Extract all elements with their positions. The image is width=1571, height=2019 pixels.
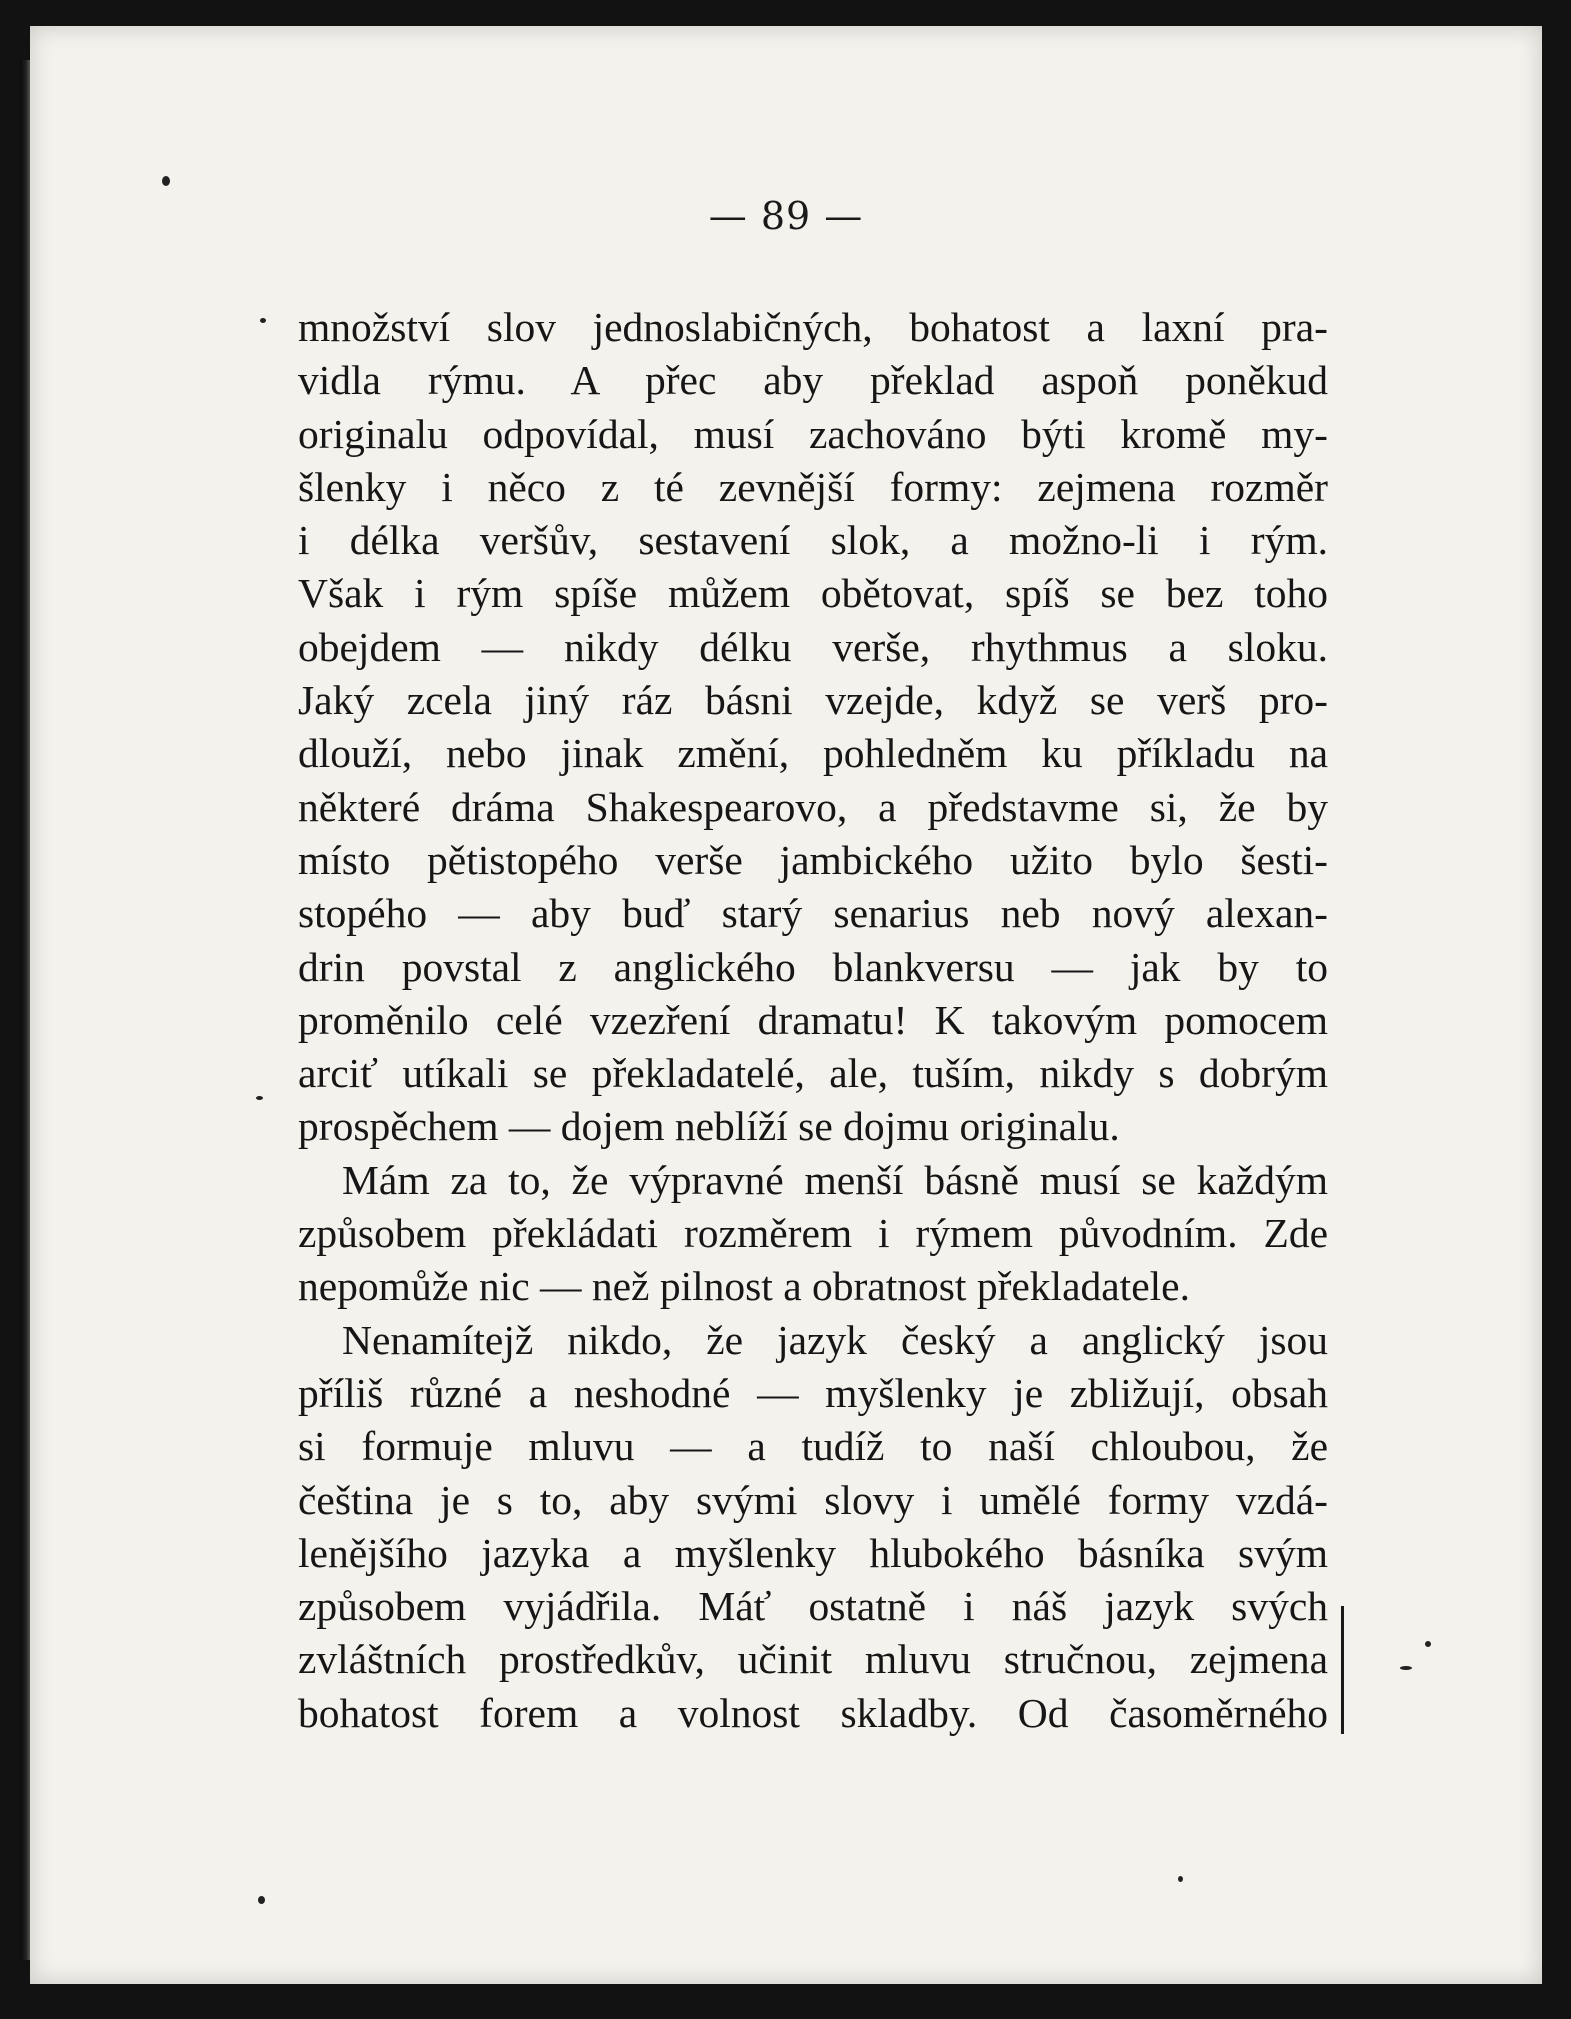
text-line: způsobem překládati rozměrem i rýmem původním. Zde xyxy=(298,1210,1328,1257)
text-line: drin povstal z anglického blankversu — jak by to xyxy=(298,943,1328,990)
text-line: vidla rýmu. A přec aby překlad aspoň poněkud xyxy=(298,357,1328,404)
text-line: obejdem — nikdy délku verše, rhythmus a sloku. xyxy=(298,623,1328,670)
text-line: si formuje mluvu — a tudíž to naší chloubou, že xyxy=(298,1423,1328,1470)
text-line: lenějšího jazyka a myšlenky hlubokého básníka svým xyxy=(298,1529,1328,1576)
book-spine-shadow xyxy=(20,60,30,1960)
text-line: šlenky i něco z té zevnější formy: zejmena rozměr xyxy=(298,463,1328,510)
page-number: — 89 — xyxy=(708,194,864,238)
text-line: proměnilo celé vzezření dramatu! K takovým pomocem xyxy=(298,996,1328,1043)
text-line: množství slov jednoslabičných, bohatost a laxní pra- xyxy=(298,304,1328,350)
ink-speck xyxy=(162,176,170,186)
book-page xyxy=(30,26,1542,1984)
margin-mark xyxy=(1341,1606,1344,1734)
text-line: způsobem vyjádřila. Máť ostatně i náš jazyk svých xyxy=(298,1583,1328,1630)
text-line: stopého — aby buď starý senarius neb nový alexan- xyxy=(298,890,1328,937)
ink-speck xyxy=(1425,1641,1431,1647)
text-line: i délka veršův, sestavení slok, a možno-li i rým. xyxy=(298,517,1328,564)
ink-speck xyxy=(1400,1666,1412,1670)
text-line: Však i rým spíše můžem obětovat, spíš se bez toho xyxy=(298,570,1328,617)
text-line: prospěchem — dojem neblíží se dojmu originalu. xyxy=(298,1103,1120,1150)
ink-speck xyxy=(1178,1876,1183,1882)
ink-speck xyxy=(260,318,266,323)
text-line: originalu odpovídal, musí zachováno býti kromě my- xyxy=(298,410,1328,457)
text-line: nepomůže nic — než pilnost a obratnost překladatele. xyxy=(298,1263,1190,1310)
text-line: některé dráma Shakespearovo, a představme si, že by xyxy=(298,783,1328,830)
text-line: Mám za to, že výpravné menší básně musí se každým xyxy=(342,1156,1328,1203)
ink-speck xyxy=(258,1896,265,1904)
text-line: arciť utíkali se překladatelé, ale, tuším, nikdy s dobrým xyxy=(298,1050,1328,1097)
text-line: dlouží, nebo jinak změní, pohledněm ku příkladu na xyxy=(298,730,1328,777)
text-line: zvláštních prostředkův, učinit mluvu stručnou, zejmena xyxy=(298,1636,1328,1683)
text-line: čeština je s to, aby svými slovy i umělé formy vzdá- xyxy=(298,1476,1328,1523)
text-line: Jaký zcela jiný ráz básni vzejde, když se verš pro- xyxy=(298,677,1328,724)
text-line: Nenamítejž nikdo, že jazyk český a anglický jsou xyxy=(342,1316,1328,1363)
text-line: bohatost forem a volnost skladby. Od časoměrného xyxy=(298,1689,1328,1736)
body-text xyxy=(298,301,1328,1740)
ink-speck xyxy=(256,1096,263,1100)
text-line: místo pětistopého verše jambického užito bylo šesti- xyxy=(298,836,1328,883)
text-line: příliš různé a neshodné — myšlenky je zbližují, obsah xyxy=(298,1369,1328,1416)
